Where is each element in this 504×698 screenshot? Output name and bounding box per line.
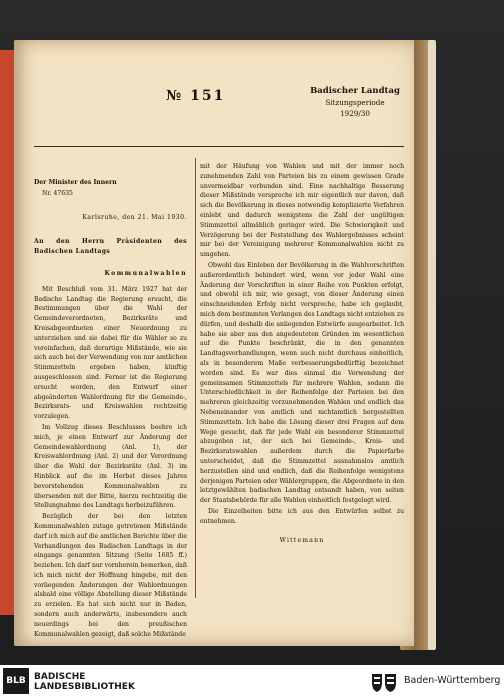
subject-heading: Kommunalwahlen xyxy=(104,269,187,277)
blb-logo-icon[interactable]: BLB xyxy=(3,668,29,694)
addressee: An den Herrn Präsidenten des Badischen Landtags xyxy=(34,238,187,256)
paragraph: Im Vollzug dieses Beschlusses beehre ich mich, je einen Entwurf zur Änderung der Gemeindewahlordnung (Anl. 1), der Kreiswahlordnung (Anl. 2) und der Verordnung über die Wahl der Bezirksräte (Anl. 3) im Hinblick auf die im Herbst dieses Jahres bevorstehenden Kommunalwahlen zu übersenden mit der Bitte, hierzu rechtzeitig die Stellungnahme des Landtags herbeizuführen. xyxy=(34,423,187,510)
gazette-header xyxy=(300,86,410,119)
gazette-title: Badischer Landtag xyxy=(310,86,400,96)
library-name-line2: LANDESBIBLIOTHEK xyxy=(34,682,135,692)
reference-number: Nr. 47635 xyxy=(42,189,73,197)
session-period: Sitzungsperiode xyxy=(325,98,385,107)
right-column xyxy=(200,162,404,547)
paragraph: Bezüglich der bei den letzten Kommunalwahlen zutage getretenen Mißstände darf ich mich auf die amtlichen Berichte über die Verhandlungen des Badischen Landtags in der eingangs genannten Sitzung (Seite 1685 ff.) beziehen. Ich darf nur vornherein bemerken, daß ich mich nicht der Hoffnung hingebe, mit den vorliegenden Änderungen der Wahlordnungen alsbald eine völlige Abstellung dieser Mißstände zu erzielen. Es hat sich nicht nur in Baden, sondern auch anderwärts, insbesondere auch neuerdings bei den preußischen Kommunalwahlen gezeigt, daß solche Mißstände xyxy=(34,513,187,638)
book-page-edge-light xyxy=(428,40,436,650)
document-number: № 151 xyxy=(166,88,226,104)
header-rule xyxy=(34,146,404,147)
signature: Wittemann xyxy=(279,537,325,545)
paragraph: Mit Beschluß vom 31. März 1927 hat der Badische Landtag die Regierung ersucht, die Bestimmungen über die Wahl der Gemeindeverordneten, Bezirksräte und Kreisabgeordneten einer Neuordnung zu unterziehen und sie dabei für die Wähler so zu vereinfachen, daß derartige Mißstände, wie sie sich auch bei der Verwendung von nur amtlichen Stimmzetteln ergeben haben, künftig ausgeschlossen sind. Ferner ist die Regierung ersucht worden, den Entwurf einer abgeänderten Wahlordnung für die Gemeinde-, Bezirksrats- und Kreiswahlen rechtzeitig vorzulegen. xyxy=(34,285,187,421)
state-name[interactable]: Baden-Württemberg xyxy=(404,675,501,686)
session-years: 1929/30 xyxy=(340,109,370,118)
column-divider xyxy=(195,158,196,598)
state-crest-icon xyxy=(370,671,398,693)
library-name-line1: BADISCHE xyxy=(34,672,86,682)
paragraph: mit der Häufung von Wahlen und mit der immer noch zunehmenden Zahl von Parteien bis zu einem gewissen Grade unvermeidbar verbunden sind. Eine nachhaltige Besserung dieser Mißstände verspreche ich mir eigentlich nur davon, daß sich die Bevölkerung in dieses notwendig komplizierte Verfahren einlebt und dadurch wenigstens die Zahl der ungültigen Stimmzettel allmählich geringer wird. Die Schwierigkeit und Verzögerung bei der Feststellung des Wahlergebnisses scheint mir bei der Vereinigung mehrerer Kommunalwahlen nicht zu umgehen. xyxy=(200,163,404,259)
left-column xyxy=(34,178,187,640)
paragraph: Die Einzelheiten bitte ich aus den Entwürfen selbst zu entnehmen. xyxy=(200,507,404,525)
footer-bar xyxy=(0,665,504,698)
place-date: Karlsruhe, den 21. Mai 1930. xyxy=(82,213,187,221)
sender: Der Minister des Innern xyxy=(34,179,117,186)
library-name[interactable] xyxy=(34,672,135,692)
paragraph: Obwohl das Einleben der Bevölkerung in die Wahlvorschriften außerordentlich behindert wird, wenn vor jeder Wahl eine Änderung der Vorschriften in einer Reihe von Punkten erfolgt, und obwohl ich mir, wie gesagt, von dieser Änderung einen einschneidenden Erfolg nicht verspreche, habe ich geglaubt, mich dem bestimmten Verlangen des Landtags nicht entziehen zu dürfen, und deshalb die anliegenden Entwürfe ausgearbeitet. Ich habe sie aber aus den angedeuteten Gründen im wesentlichen auf die Punkte beschränkt, die in den genannten Landtagsverhandlungen, wenn auch nicht durchaus einheitlich, als in besonderem Maße verbesserungsbedürftig bezeichnet worden sind. Es war dies einmal die Verwendung der gemeinsamen Stimmzettels für mehrere Wahlen, sodann die Unterschiedlichkeit in der Reihenfolge der Parteien bei den mehreren gleichzeitig vorzunehmenden Wahlen und endlich das Nebeneinander von amtlich und nichtamtlich hergestellten Stimmzetteln. Ich habe die Lösung dieser drei Fragen auf dem Wege gesucht, daß für jede Wahl ein besonderer Stimmzettel abzugeben ist, der sich bei Gemeinde-, Kreis- und Bezirksratswahlen außerdem durch die Papierfarbe unterscheidet, daß die Stimmzettel ausnahmslos amtlich herzustellen sind und endlich, daß die Reihenfolge wenigstens derjenigen Parteien oder Wählergruppen, die Abgeordnete in den letztgewählten badischen Landtag entsandt haben, von seiten der Staatsbehörde für alle Wahlen einheitlich festgelegt wird. xyxy=(200,261,404,505)
